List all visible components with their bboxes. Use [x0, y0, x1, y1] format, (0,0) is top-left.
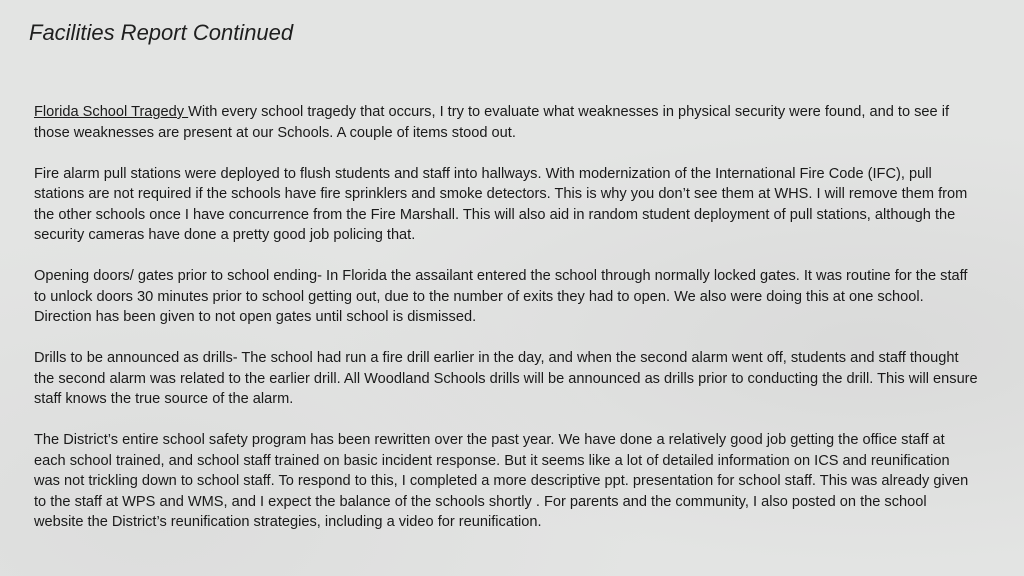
paragraph-florida-tragedy-text: With every school tragedy that occurs, I try to evaluate what weaknesses in physical security were found, and to see if those weaknesses are present at our Schools. A couple of items stood out.	[34, 104, 949, 141]
paragraph-pull-stations: Fire alarm pull stations were deployed to flush students and staff into hallways. With modernization of the International Fire Code (IFC), pull stations are not required if the schools have fire sprinklers and smoke detectors. This is why you don’t see them at WHS. I will remove them from the other schools once I have concurrence from the Fire Marshall. This will also aid in random student deployment of pull stations, although the security cameras have done a pretty good job policing that.	[34, 165, 968, 243]
paragraph-safety-program: The District’s entire school safety program has been rewritten over the past year. We have done a relatively good job getting the office staff at each school trained, and school staff trained on basic incident response. But it seems like a lot of detailed information on ICS and reunification was not trickling down to school staff. To respond to this, I completed a more descriptive ppt. presentation for school staff. This was already given to the staff at WPS and WMS, and I expect the balance of the schools shortly . For parents and the community, I also posted on the school website the District’s reunification strategies, including a video for reunification.	[34, 432, 969, 530]
paragraph-opening-doors: Opening doors/ gates prior to school ending- In Florida the assailant entered the school through normally locked gates. It was routine for the staff to unlock doors 30 minutes prior to school getting out, due to the number of exits they had to open. We also were doing this at one school. Direction has been given to not open gates until school is dismissed.	[34, 268, 968, 325]
florida-school-tragedy-heading: Florida School Tragedy	[34, 104, 189, 120]
paragraph-florida-tragedy	[34, 102, 979, 143]
slide-title: Facilities Report Continued	[29, 20, 294, 45]
paragraph-drills: Drills to be announced as drills- The school had run a fire drill earlier in the day, and when the second alarm went off, students and staff thought the second alarm was related to the earlier drill. All Woodland Schools drills will be announced as drills prior to conducting the drill. This will ensure staff knows the true source of the alarm.	[34, 350, 978, 407]
report-body	[34, 102, 979, 533]
